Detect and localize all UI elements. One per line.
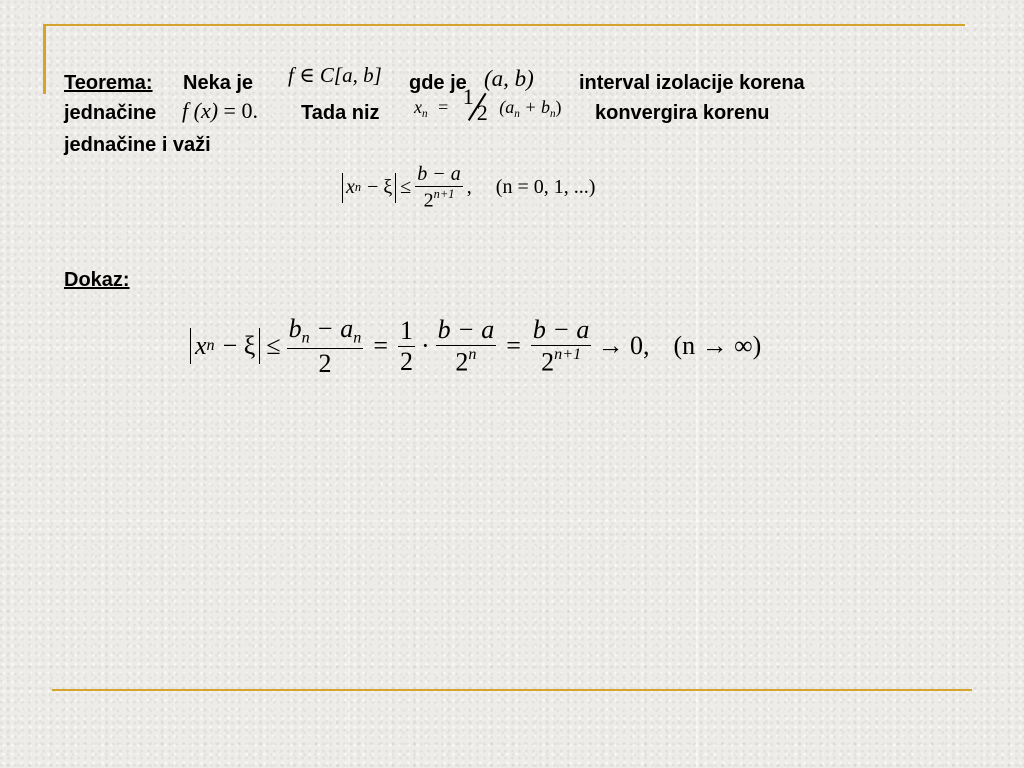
proof-f1-b: b <box>288 314 302 343</box>
proof-f1-minus-a: − a <box>309 314 354 343</box>
top-rule <box>43 24 965 26</box>
theorem-text-interval: interval izolacije korena <box>579 72 805 94</box>
proof-fraction-1 <box>287 314 364 379</box>
proof-f1-sub-b: n <box>301 329 310 347</box>
math-open-interval-text: (a, b) <box>484 66 534 91</box>
proof-f4-den: 2 <box>541 347 555 377</box>
math-seq-den: 2 <box>476 100 488 125</box>
estimate-num: b − a <box>417 163 461 185</box>
proof-label: Dokaz: <box>64 269 130 291</box>
proof-minus-xi: − ξ <box>222 331 256 361</box>
math-f: f <box>288 63 294 87</box>
proof-leq: ≤ <box>266 331 281 361</box>
estimate-exp: n+1 <box>433 187 455 201</box>
proof-f3-exp: n <box>468 346 477 364</box>
math-seq-slash-fraction <box>459 84 495 125</box>
proof-f3-den: 2 <box>455 347 469 377</box>
math-seq-x: x <box>414 97 422 118</box>
theorem-text-jednacine-i-vazi: jednačine i važi <box>64 134 211 156</box>
math-seq-paren: (a <box>499 97 515 118</box>
estimate-fraction <box>415 163 463 213</box>
proof-dot: · <box>421 331 430 361</box>
theorem-text-konvergira: konvergira korenu <box>595 102 770 124</box>
theorem-text-jednacine: jednačine <box>64 102 157 124</box>
left-rule <box>43 24 46 94</box>
proof-arrow-zero: → 0, <box>597 331 650 361</box>
proof-formula <box>190 314 761 379</box>
proof-f3-num: b − a <box>437 315 495 345</box>
estimate-abs-left <box>342 173 343 203</box>
proof-f4-num: b − a <box>532 315 590 345</box>
bottom-rule <box>52 689 972 691</box>
proof-f3-den-wrap <box>436 345 497 377</box>
math-f-in-c <box>288 63 382 88</box>
proof-abs-right <box>259 328 260 364</box>
theorem-text-gde-je: gde je <box>409 72 467 94</box>
math-seq-sub-b: n <box>549 108 556 121</box>
math-c: C <box>319 63 334 87</box>
proof-f4-exp: n+1 <box>554 346 582 364</box>
math-open-interval <box>484 66 534 92</box>
proof-f2-num: 1 <box>400 315 413 345</box>
math-seq-plus: + b <box>524 97 550 118</box>
theorem-label: Teorema: <box>64 72 153 94</box>
math-in: ∈ <box>299 63 315 87</box>
estimate-range: (n = 0, 1, ...) <box>495 176 596 199</box>
theorem-text-neka-je: Neka je <box>183 72 254 94</box>
proof-f1-den: 2 <box>287 348 364 379</box>
proof-abs-left <box>190 328 191 364</box>
math-seq-sub: n <box>422 108 428 121</box>
estimate-x: x <box>346 176 355 199</box>
proof-eq-1: = <box>373 331 388 361</box>
proof-eq-2: = <box>506 331 521 361</box>
estimate-formula <box>342 163 595 213</box>
proof-fraction-4 <box>531 315 592 377</box>
math-seq-num: 1 <box>462 84 474 109</box>
math-seq-close: ) <box>555 97 562 118</box>
math-equation-lhs: f (x) <box>182 98 219 123</box>
proof-fraction-2 <box>398 316 415 377</box>
math-equation <box>182 98 258 124</box>
theorem-text-tada-niz: Tada niz <box>301 102 380 124</box>
proof-fraction-3 <box>436 315 497 377</box>
estimate-sub-n: n <box>354 180 362 195</box>
math-seq-eq: = <box>438 97 449 118</box>
estimate-den-wrap <box>415 186 463 213</box>
proof-f1-sub-a: n <box>353 329 362 347</box>
estimate-minus-xi: − ξ <box>367 176 393 199</box>
proof-sub-n: n <box>206 337 215 355</box>
estimate-comma: , <box>466 176 472 199</box>
proof-f1-num <box>287 314 364 348</box>
estimate-den: 2 <box>423 189 434 212</box>
proof-x: x <box>195 331 207 361</box>
math-seq-sub-a: n <box>514 108 520 121</box>
proof-limit: (n → ∞) <box>673 331 762 361</box>
math-sequence <box>414 84 562 125</box>
math-equation-rhs: = 0. <box>223 98 258 123</box>
estimate-abs-right <box>395 173 396 203</box>
proof-f2-den: 2 <box>400 346 413 376</box>
proof-f4-den-wrap <box>531 345 592 377</box>
math-interval-ab: [a, b] <box>333 63 382 87</box>
estimate-leq: ≤ <box>400 176 412 199</box>
